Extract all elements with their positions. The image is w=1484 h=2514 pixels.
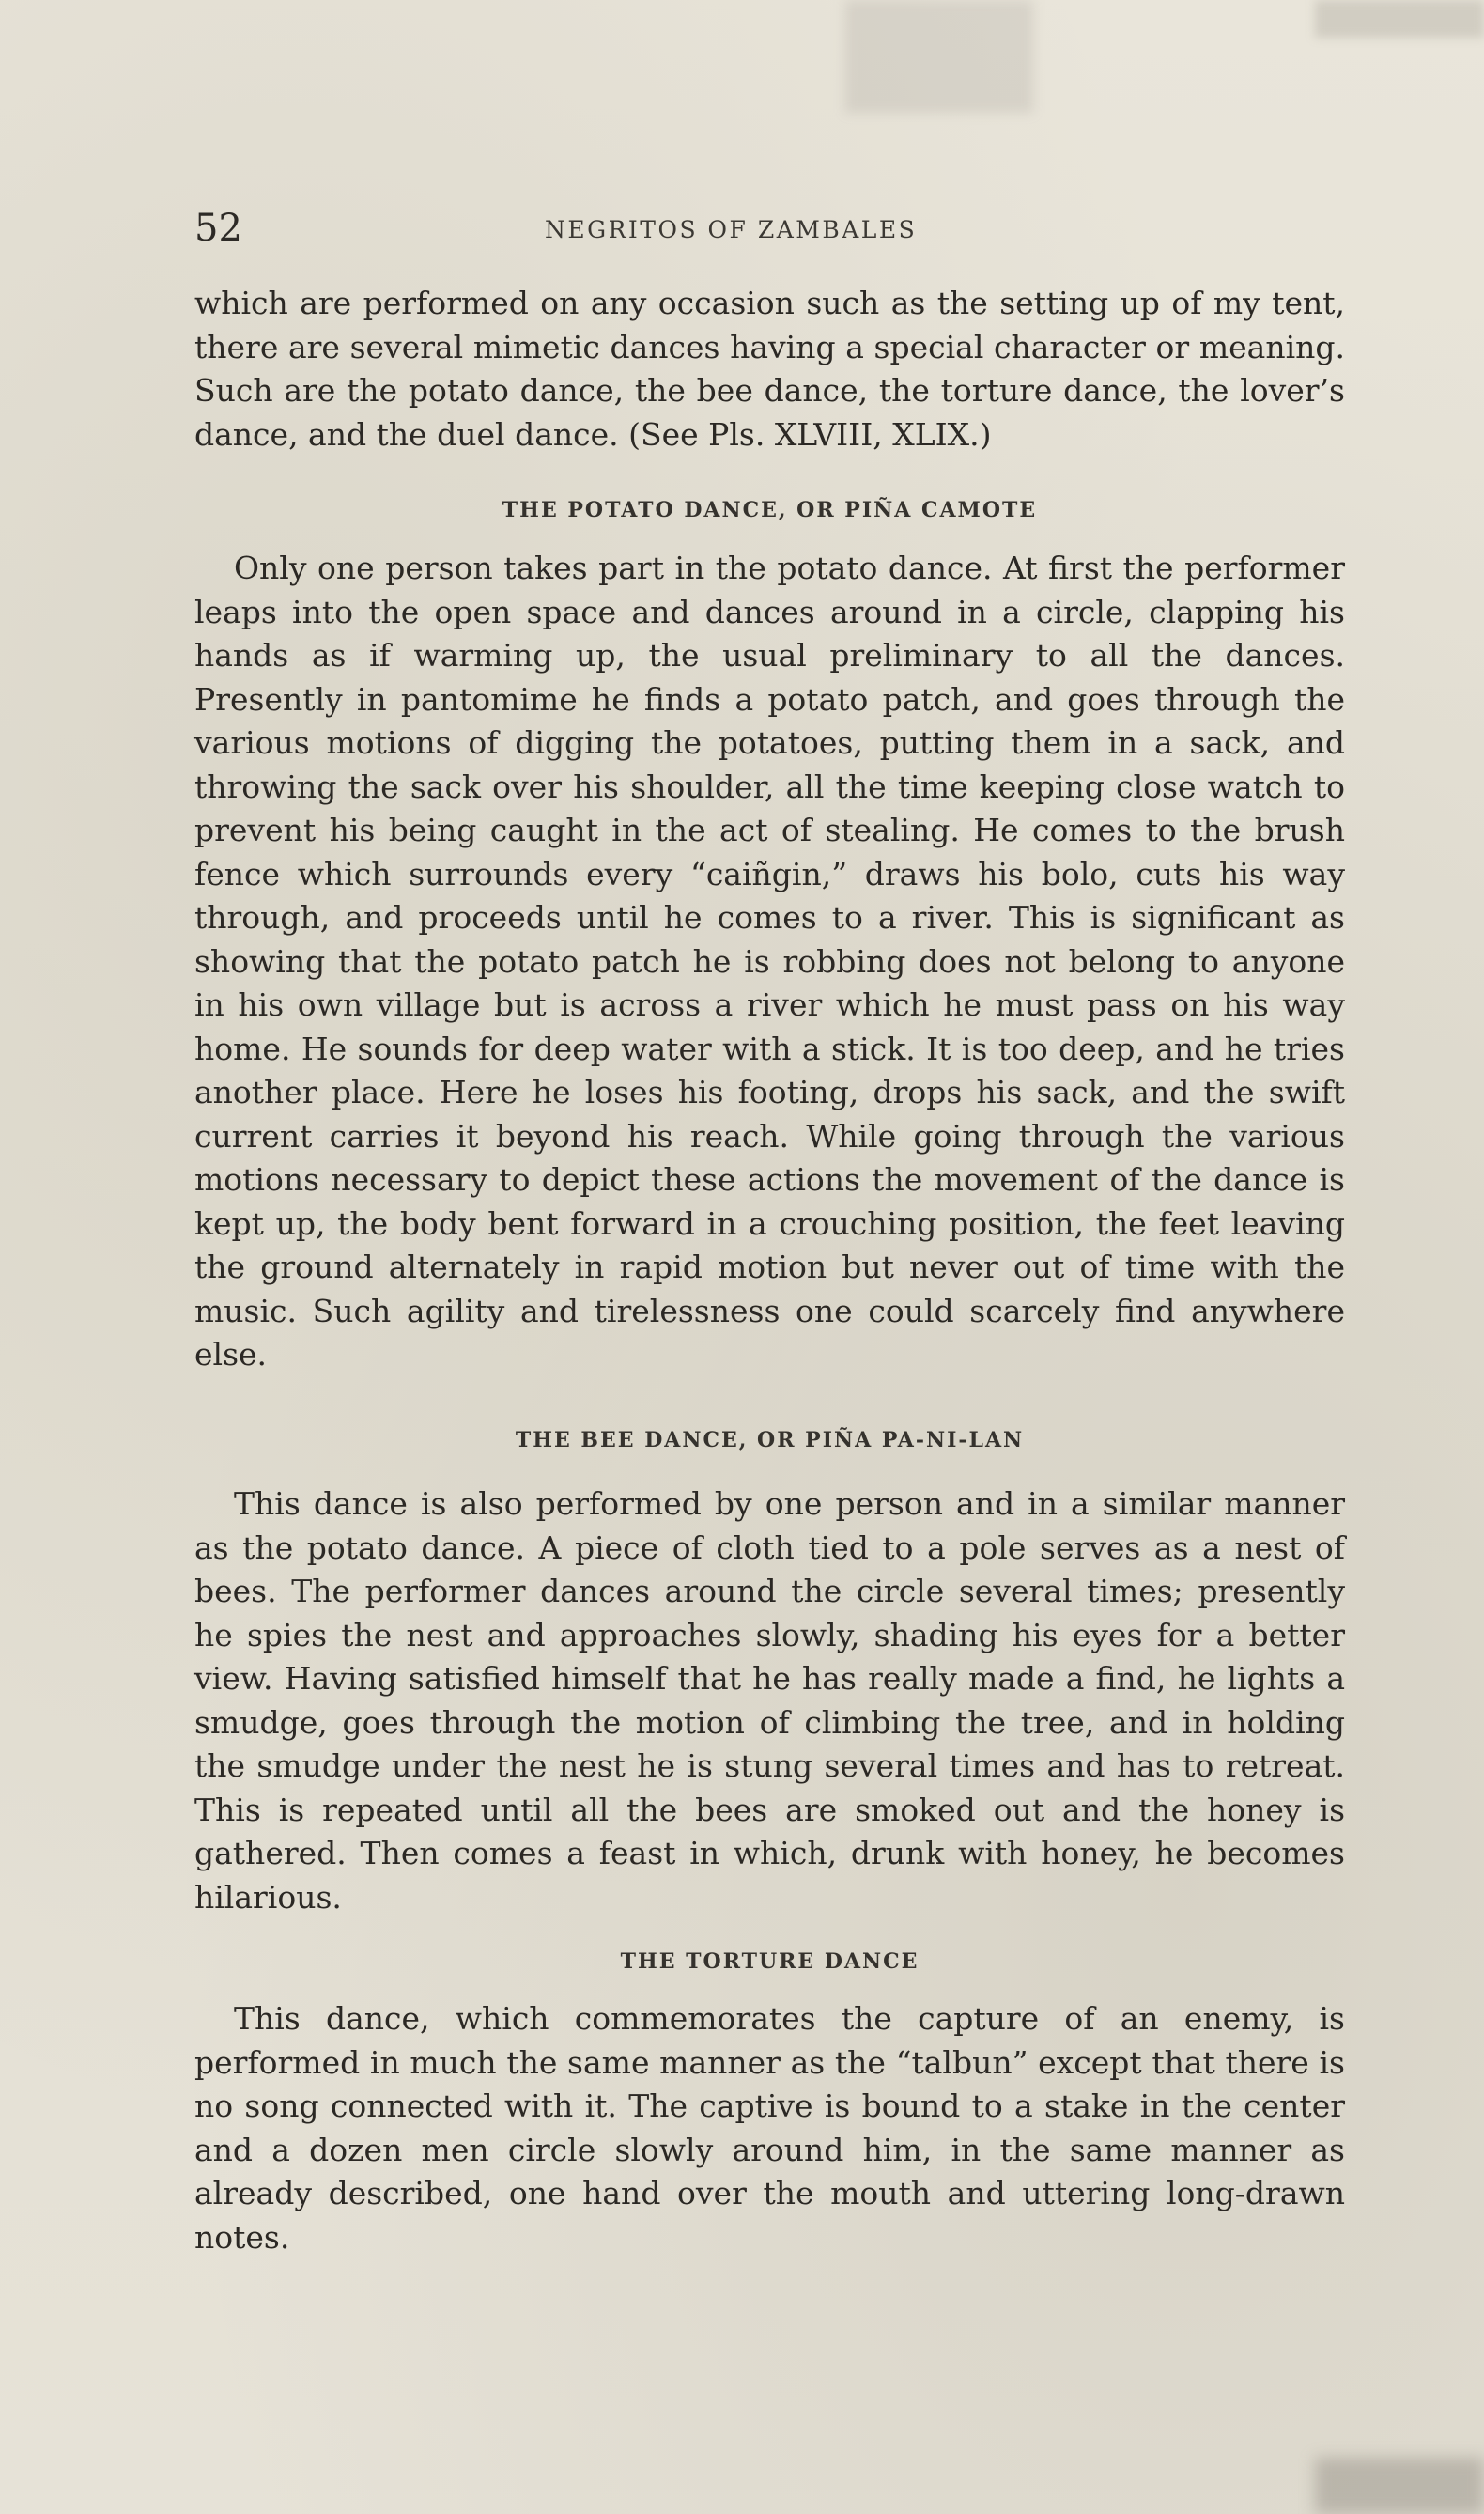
paragraph-potato-dance: Only one person takes part in the potato dance. At first the performer leaps into the open space and dances around in a circle, clapping his hands as if warming up, the usual preliminary to all the dances. Presently in pantomime he finds a potato patch, and goes through the various motions of digging the potatoes, putting them in a sack, and throwing the sack over his shoulder, all the time keeping close watch to prevent his being caught in the act of stealing. He comes to the brush fence which surrounds every “caiñgin,” draws his bolo, cuts his way through, and proceeds until he comes to a river. This is significant as showing that the potato patch he is robbing does not belong to anyone in his own village but is across a river which he must pass on his way home. He sounds for deep water with a stick. It is too deep, and he tries another place. Here he loses his footing, drops his sack, and the swift current carries it beyond his reach. While going through the various motions necessary to depict these actions the movement of the dance is kept up, the body bent forward in a crouching position, the feet leaving the ground alternately in rapid motion but never out of time with the music. Such agility and tirelessness one could scarcely find anywhere else. (194, 550, 1345, 1373)
section-heading-bee-dance: THE BEE DANCE, OR PIÑA PA-NI-LAN (515, 1428, 1025, 1452)
page-stain (1315, 2458, 1484, 2514)
intro-paragraph: which are performed on any occasion such as the setting up of my tent, there are several mimetic dances having a special character or meaning. Such are the potato dance, the bee dance, the torture dance, the lover’s dance, and the duel dance. (See Pls. XLVIII, XLIX.) (194, 285, 1345, 453)
page-stain (1315, 0, 1484, 38)
paragraph-torture-dance: This dance, which commemorates the capture of an enemy, is performed in much the same manner as the “talbun” except that there is no song connected with it. The captive is bound to a stake in the center and a dozen men circle slowly around him, in the same manner as already described, one hand over the mouth and uttering long-drawn notes. (194, 2000, 1345, 2256)
page-stain (845, 0, 1033, 113)
section-heading-torture-dance: THE TORTURE DANCE (620, 1949, 920, 1974)
section-heading-potato-dance: THE POTATO DANCE, OR PIÑA CAMOTE (502, 498, 1038, 522)
page-number: 52 (194, 207, 242, 250)
running-header: NEGRITOS OF ZAMBALES (545, 216, 918, 243)
paragraph-bee-dance: This dance is also performed by one person and in a similar manner as the potato dance. A piece of cloth tied to a pole serves as a nest of bees. The performer dances around the circle several times; presently he spies the nest and approaches slowly, shading his eyes for a better view. Having satisfied himself that he has really made a find, he lights a smudge, goes through the motion of climbing the tree, and in holding the smudge under the nest he is stung several times and has to retreat. This is repeated until all the bees are smoked out and the honey is gathered. Then comes a feast in which, drunk with honey, he becomes hilarious. (194, 1485, 1345, 1916)
